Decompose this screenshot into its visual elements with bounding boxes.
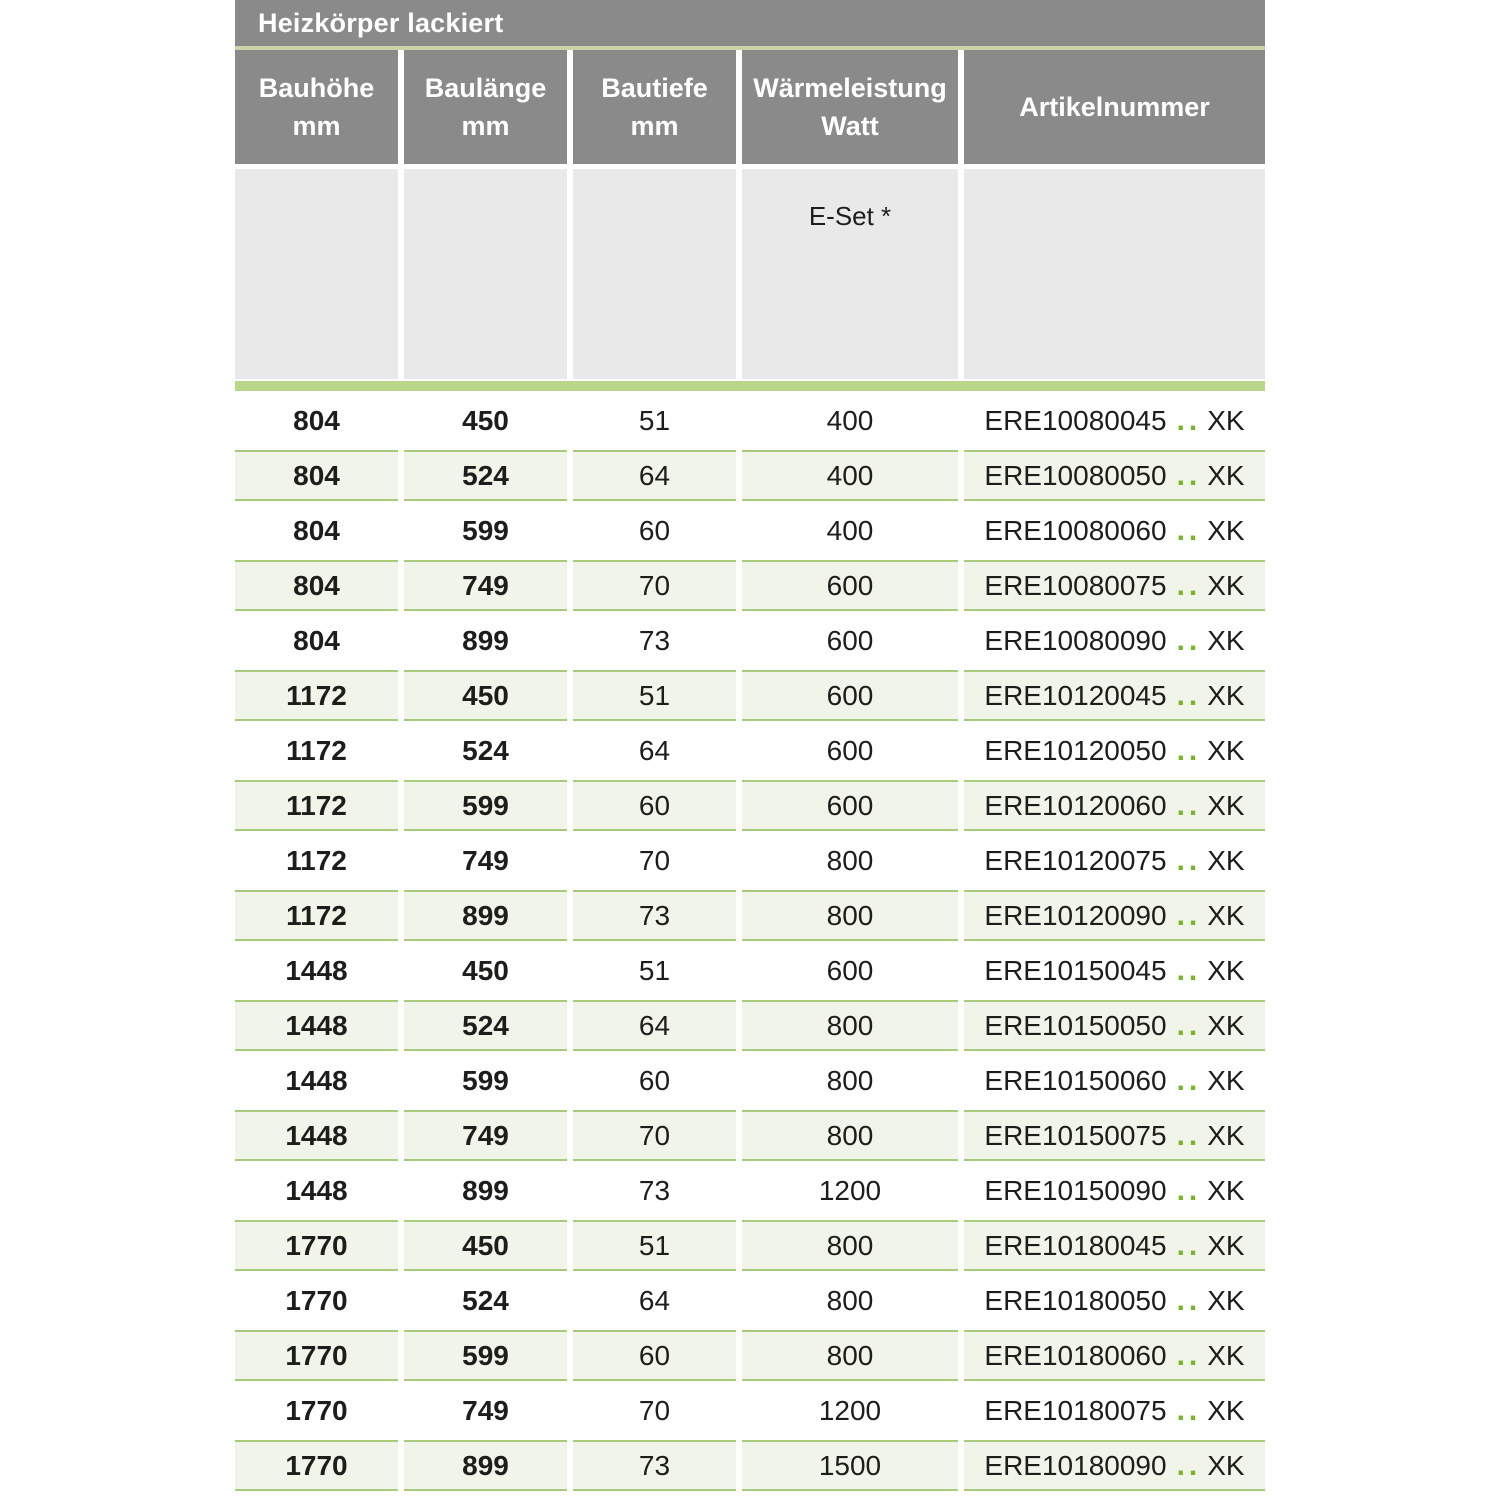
cell-baulaenge: 450 xyxy=(404,1220,567,1271)
cell-bauhoehe: 1448 xyxy=(285,1064,348,1096)
cell-baulaenge: 749 xyxy=(462,844,509,876)
cell-bauhoehe: 804 xyxy=(235,560,398,611)
artikelnummer-suffix: XK xyxy=(1207,679,1245,711)
cell-bauhoehe: 1448 xyxy=(235,1110,398,1161)
table-row xyxy=(235,1330,1265,1381)
artikelnummer-dots: .. xyxy=(1176,513,1202,547)
table-row xyxy=(235,1110,1265,1161)
cell-baulaenge: 450 xyxy=(462,954,509,986)
cell-artikelnummer xyxy=(964,1110,1265,1161)
header-label: Baulänge xyxy=(424,73,547,103)
artikelnummer-prefix: ERE10080050 xyxy=(984,459,1167,491)
cell-bautiefe: 73 xyxy=(638,624,671,656)
cell-bautiefe: 64 xyxy=(573,450,736,501)
artikelnummer-prefix: ERE10180090 xyxy=(984,1449,1167,1481)
cell-bautiefe: 70 xyxy=(638,1394,671,1426)
table-row xyxy=(235,890,1265,941)
artikelnummer-prefix: ERE10080090 xyxy=(984,624,1167,656)
table-row xyxy=(235,780,1265,831)
cell-waermeleistung: 600 xyxy=(742,670,958,721)
cell-bautiefe: 60 xyxy=(638,514,671,546)
table-row xyxy=(235,1000,1265,1051)
artikelnummer-suffix: XK xyxy=(1207,789,1245,821)
artikelnummer-suffix: XK xyxy=(1207,1339,1245,1371)
cell-waermeleistung: 400 xyxy=(826,404,874,436)
cell-bauhoehe: 804 xyxy=(293,514,340,546)
cell-artikelnummer xyxy=(964,450,1265,501)
cell-artikelnummer xyxy=(964,1330,1265,1381)
cell-artikelnummer xyxy=(964,505,1265,556)
cell-bautiefe: 51 xyxy=(573,670,736,721)
cell-artikelnummer xyxy=(964,670,1265,721)
artikelnummer-suffix: XK xyxy=(1207,1119,1245,1151)
cell-baulaenge: 899 xyxy=(404,890,567,941)
header-cell-waermeleistung xyxy=(742,50,958,164)
cell-bautiefe: 70 xyxy=(573,560,736,611)
artikelnummer-dots: .. xyxy=(1176,1173,1202,1207)
subheader-cell-eset xyxy=(742,169,958,379)
cell-waermeleistung: 600 xyxy=(742,780,958,831)
cell-baulaenge: 749 xyxy=(404,1110,567,1161)
cell-baulaenge: 749 xyxy=(404,560,567,611)
artikelnummer-dots: .. xyxy=(1176,1338,1202,1372)
header-label: Wärmeleistung xyxy=(753,73,947,103)
artikelnummer-suffix: XK xyxy=(1207,1284,1245,1316)
cell-bauhoehe: 804 xyxy=(235,450,398,501)
cell-bautiefe: 73 xyxy=(638,1174,671,1206)
cell-waermeleistung: 400 xyxy=(826,514,874,546)
cell-waermeleistung: 600 xyxy=(826,954,874,986)
artikelnummer-dots: .. xyxy=(1176,898,1202,932)
table-row xyxy=(235,1275,1265,1326)
cell-bauhoehe: 1448 xyxy=(285,1174,348,1206)
table-row xyxy=(235,615,1265,666)
artikelnummer-prefix: ERE10120050 xyxy=(984,734,1167,766)
cell-waermeleistung: 800 xyxy=(742,890,958,941)
cell-waermeleistung: 600 xyxy=(826,734,874,766)
table-row xyxy=(235,1055,1265,1106)
cell-artikelnummer xyxy=(964,1000,1265,1051)
cell-bautiefe: 51 xyxy=(573,1220,736,1271)
subheader-cell-baulaenge xyxy=(404,169,567,379)
header-cell-bautiefe xyxy=(573,50,736,164)
table-row xyxy=(235,670,1265,721)
artikelnummer-dots: .. xyxy=(1176,1393,1202,1427)
artikelnummer-dots: .. xyxy=(1176,678,1202,712)
artikelnummer-prefix: ERE10150050 xyxy=(984,1009,1167,1041)
artikelnummer-dots: .. xyxy=(1176,1118,1202,1152)
cell-bautiefe: 60 xyxy=(573,1330,736,1381)
cell-bauhoehe: 1172 xyxy=(235,780,398,831)
header-unit: mm xyxy=(292,111,341,141)
cell-bauhoehe: 1770 xyxy=(235,1440,398,1491)
cell-bautiefe: 64 xyxy=(638,734,671,766)
subheader-cell-bauhoehe xyxy=(235,169,398,379)
artikelnummer-dots: .. xyxy=(1176,1008,1202,1042)
cell-baulaenge: 524 xyxy=(404,1000,567,1051)
cell-waermeleistung: 600 xyxy=(826,624,874,656)
artikelnummer-dots: .. xyxy=(1176,458,1202,492)
cell-baulaenge: 524 xyxy=(404,450,567,501)
artikelnummer-prefix: ERE10150060 xyxy=(984,1064,1167,1096)
cell-bauhoehe: 1172 xyxy=(235,670,398,721)
table-row xyxy=(235,945,1265,996)
cell-waermeleistung: 800 xyxy=(826,1284,874,1316)
header-cell-bauhoehe xyxy=(235,50,398,164)
artikelnummer-prefix: ERE10120060 xyxy=(984,789,1167,821)
cell-artikelnummer xyxy=(964,615,1265,666)
cell-bauhoehe: 1770 xyxy=(285,1284,348,1316)
artikelnummer-suffix: XK xyxy=(1207,1394,1245,1426)
cell-bautiefe: 51 xyxy=(638,954,671,986)
cell-baulaenge: 450 xyxy=(462,404,509,436)
artikelnummer-prefix: ERE10150090 xyxy=(984,1174,1167,1206)
cell-bautiefe: 64 xyxy=(638,1284,671,1316)
artikelnummer-suffix: XK xyxy=(1207,1229,1245,1261)
artikelnummer-dots: .. xyxy=(1176,623,1202,657)
cell-waermeleistung: 800 xyxy=(826,844,874,876)
cell-baulaenge: 899 xyxy=(462,1174,509,1206)
cell-bauhoehe: 1770 xyxy=(235,1330,398,1381)
cell-waermeleistung: 800 xyxy=(742,1330,958,1381)
header-unit: Watt xyxy=(821,111,879,141)
cell-bauhoehe: 1448 xyxy=(235,1000,398,1051)
cell-bauhoehe: 804 xyxy=(293,404,340,436)
artikelnummer-dots: .. xyxy=(1176,1228,1202,1262)
artikelnummer-suffix: XK xyxy=(1207,514,1245,546)
artikelnummer-suffix: XK xyxy=(1207,1064,1245,1096)
table-row xyxy=(235,1220,1265,1271)
header-cell-baulaenge xyxy=(404,50,567,164)
cell-bauhoehe: 1448 xyxy=(285,954,348,986)
cell-bautiefe: 60 xyxy=(638,1064,671,1096)
artikelnummer-suffix: XK xyxy=(1207,899,1245,931)
artikelnummer-dots: .. xyxy=(1176,1063,1202,1097)
artikelnummer-dots: .. xyxy=(1176,788,1202,822)
cell-artikelnummer xyxy=(964,725,1265,776)
cell-baulaenge: 749 xyxy=(462,1394,509,1426)
cell-baulaenge: 524 xyxy=(462,734,509,766)
cell-artikelnummer xyxy=(964,890,1265,941)
cell-baulaenge: 599 xyxy=(462,514,509,546)
artikelnummer-suffix: XK xyxy=(1207,1009,1245,1041)
header-unit: mm xyxy=(630,111,679,141)
artikelnummer-dots: .. xyxy=(1176,843,1202,877)
table-title-bar xyxy=(235,0,1265,46)
cell-baulaenge: 599 xyxy=(462,1064,509,1096)
cell-waermeleistung: 1200 xyxy=(818,1174,882,1206)
cell-waermeleistung: 800 xyxy=(826,1064,874,1096)
product-table xyxy=(235,0,1265,1491)
table-subheader-row xyxy=(235,169,1265,379)
cell-waermeleistung: 800 xyxy=(742,1000,958,1051)
artikelnummer-prefix: ERE10120090 xyxy=(984,899,1167,931)
cell-waermeleistung: 1500 xyxy=(742,1440,958,1491)
artikelnummer-suffix: XK xyxy=(1207,954,1245,986)
cell-artikelnummer xyxy=(964,1055,1265,1106)
cell-artikelnummer xyxy=(964,1440,1265,1491)
artikelnummer-prefix: ERE10150045 xyxy=(984,954,1167,986)
table-row xyxy=(235,395,1265,446)
artikelnummer-dots: .. xyxy=(1176,733,1202,767)
artikelnummer-prefix: ERE10080045 xyxy=(984,404,1167,436)
artikelnummer-suffix: XK xyxy=(1207,624,1245,656)
artikelnummer-suffix: XK xyxy=(1207,1174,1245,1206)
cell-artikelnummer xyxy=(964,780,1265,831)
artikelnummer-dots: .. xyxy=(1176,953,1202,987)
cell-bauhoehe: 1172 xyxy=(235,890,398,941)
cell-baulaenge: 599 xyxy=(404,1330,567,1381)
cell-baulaenge: 899 xyxy=(404,1440,567,1491)
cell-waermeleistung: 1200 xyxy=(818,1394,882,1426)
table-title: Heizkörper lackiert xyxy=(258,7,504,38)
cell-bautiefe: 70 xyxy=(638,844,671,876)
artikelnummer-prefix: ERE10080060 xyxy=(984,514,1167,546)
cell-artikelnummer xyxy=(964,560,1265,611)
table-row xyxy=(235,560,1265,611)
cell-waermeleistung: 600 xyxy=(742,560,958,611)
cell-artikelnummer xyxy=(964,395,1265,446)
table-row xyxy=(235,725,1265,776)
artikelnummer-suffix: XK xyxy=(1207,459,1245,491)
cell-waermeleistung: 800 xyxy=(742,1110,958,1161)
cell-bautiefe: 73 xyxy=(573,890,736,941)
artikelnummer-dots: .. xyxy=(1176,1283,1202,1317)
header-label: Bauhöhe xyxy=(258,73,375,103)
cell-bautiefe: 60 xyxy=(573,780,736,831)
header-cell-artikelnummer xyxy=(964,50,1265,164)
artikelnummer-dots: .. xyxy=(1176,568,1202,602)
artikelnummer-suffix: XK xyxy=(1207,844,1245,876)
table-divider-bar xyxy=(235,381,1265,391)
artikelnummer-prefix: ERE10120075 xyxy=(984,844,1167,876)
cell-artikelnummer xyxy=(964,1275,1265,1326)
artikelnummer-prefix: ERE10180060 xyxy=(984,1339,1167,1371)
cell-artikelnummer xyxy=(964,1385,1265,1436)
artikelnummer-prefix: ERE10180045 xyxy=(984,1229,1167,1261)
cell-baulaenge: 599 xyxy=(404,780,567,831)
cell-baulaenge: 450 xyxy=(404,670,567,721)
artikelnummer-prefix: ERE10180050 xyxy=(984,1284,1167,1316)
cell-artikelnummer xyxy=(964,835,1265,886)
artikelnummer-prefix: ERE10150075 xyxy=(984,1119,1167,1151)
header-label: Bautiefe xyxy=(601,73,708,103)
table-row xyxy=(235,1440,1265,1491)
cell-bauhoehe: 1770 xyxy=(235,1220,398,1271)
table-header-row xyxy=(235,50,1265,164)
cell-baulaenge: 524 xyxy=(462,1284,509,1316)
subheader-cell-bautiefe xyxy=(573,169,736,379)
table-row xyxy=(235,505,1265,556)
artikelnummer-dots: .. xyxy=(1176,403,1202,437)
cell-waermeleistung: 800 xyxy=(742,1220,958,1271)
table-row xyxy=(235,450,1265,501)
cell-artikelnummer xyxy=(964,1165,1265,1216)
header-label: Artikelnummer xyxy=(1019,92,1210,122)
cell-artikelnummer xyxy=(964,1220,1265,1271)
artikelnummer-suffix: XK xyxy=(1207,1449,1245,1481)
header-unit: mm xyxy=(461,111,510,141)
artikelnummer-suffix: XK xyxy=(1207,404,1245,436)
cell-baulaenge: 899 xyxy=(462,624,509,656)
cell-bauhoehe: 804 xyxy=(293,624,340,656)
table-rows xyxy=(235,395,1265,1491)
cell-bauhoehe: 1172 xyxy=(286,734,347,766)
artikelnummer-dots: .. xyxy=(1176,1448,1202,1482)
cell-bautiefe: 70 xyxy=(573,1110,736,1161)
cell-bautiefe: 51 xyxy=(638,404,671,436)
eset-note: E-Set * xyxy=(808,201,892,231)
subheader-cell-artikelnummer xyxy=(964,169,1265,379)
table-row xyxy=(235,1165,1265,1216)
cell-bautiefe: 64 xyxy=(573,1000,736,1051)
table-row xyxy=(235,835,1265,886)
artikelnummer-prefix: ERE10180075 xyxy=(984,1394,1167,1426)
artikelnummer-suffix: XK xyxy=(1207,734,1245,766)
artikelnummer-prefix: ERE10080075 xyxy=(984,569,1167,601)
cell-waermeleistung: 400 xyxy=(742,450,958,501)
cell-bautiefe: 73 xyxy=(573,1440,736,1491)
table-row xyxy=(235,1385,1265,1436)
artikelnummer-prefix: ERE10120045 xyxy=(984,679,1167,711)
artikelnummer-suffix: XK xyxy=(1207,569,1245,601)
cell-artikelnummer xyxy=(964,945,1265,996)
cell-bauhoehe: 1172 xyxy=(286,844,347,876)
cell-bauhoehe: 1770 xyxy=(285,1394,348,1426)
